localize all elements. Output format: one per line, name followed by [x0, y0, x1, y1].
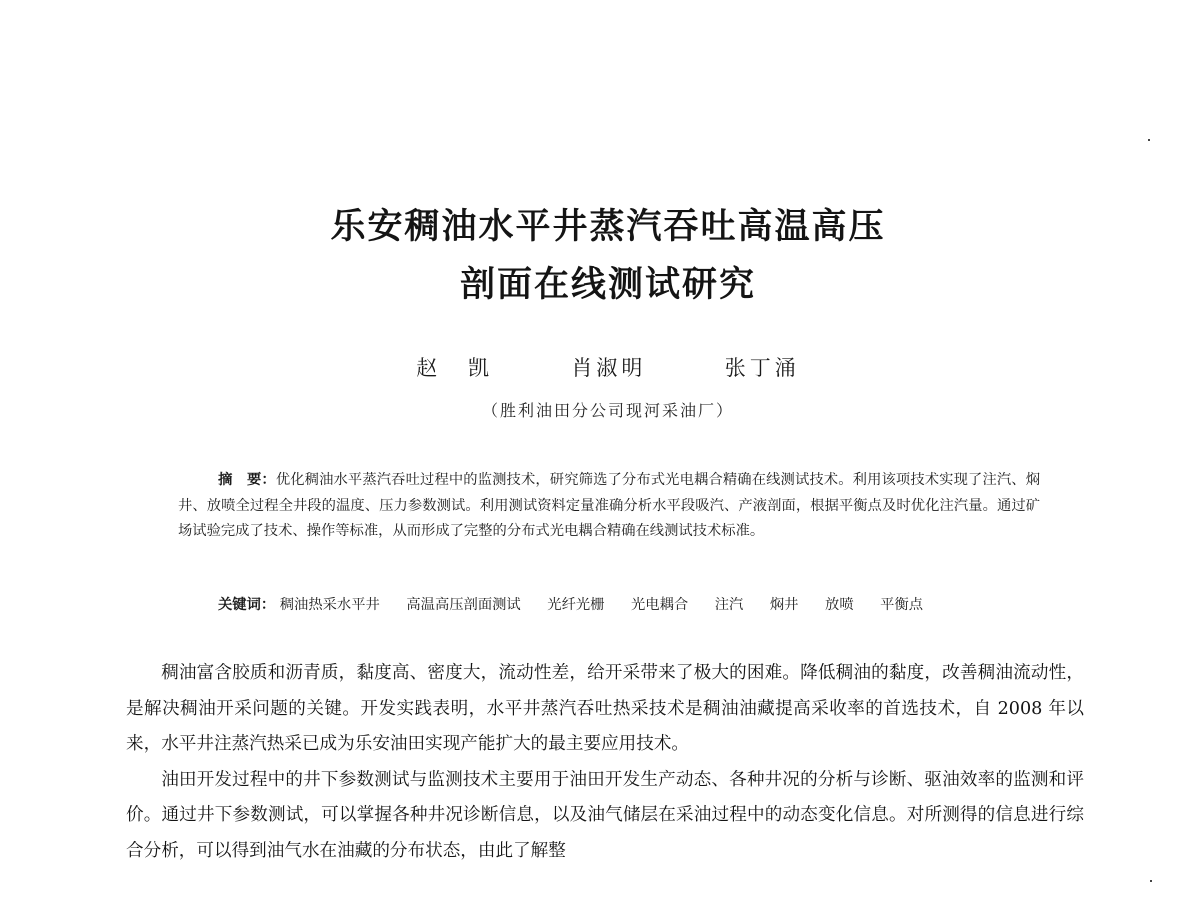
body-paragraph: 油田开发过程中的井下参数测试与监测技术主要用于油田开发生产动态、各种井况的分析与诊断、驱油效率的监测和评价。通过井下参数测试，可以掌握各种井况诊断信息，以及油气储层在采油过程中的动态变化信息。对所测得的信息进行综合分析，可以得到油气水在油藏的分布状态，由此了解整 — [126, 769, 1084, 861]
keyword: 平衡点 — [880, 597, 924, 613]
keywords-label: 关键词： — [218, 597, 276, 613]
scan-speck — [1150, 880, 1152, 882]
paper-title — [150, 198, 1066, 314]
keyword: 高温高压剖面测试 — [406, 597, 521, 613]
title-line-1: 乐安稠油水平井蒸汽吞吐高温高压 — [330, 207, 886, 247]
abstract-label: 摘 要： — [218, 472, 276, 488]
abstract-text: 优化稠油水平蒸汽吞吐过程中的监测技术，研究筛选了分布式光电耦合精确在线测试技术。利用该项技术实现了注汽、焖井、放喷全过程全井段的温度、压力参数测试。利用测试资料定量准确分析水平段吸汽、产液剖面，根据平衡点及时优化注汽量。通过矿场试验完成了技术、操作等标准，从而形成了完整的分布式光电耦合精确在线测试技术标准。 — [178, 472, 1040, 539]
abstract — [178, 468, 1040, 545]
author-name: 肖淑明 — [571, 356, 647, 380]
title-line-2: 剖面在线测试研究 — [459, 265, 756, 305]
body-paragraph: 稠油富含胶质和沥青质，黏度高、密度大，流动性差，给开采带来了极大的困难。降低稠油的黏度，改善稠油流动性，是解决稠油开采问题的关键。开发实践表明，水平井蒸汽吞吐热采技术是稠油油藏提高采收率的首选技术，自 2008 年以来，水平井注蒸汽热采已成为乐安油田实现产能扩大的最主要应用技术。 — [126, 663, 1084, 754]
keyword: 焖井 — [769, 597, 799, 613]
author-list — [150, 352, 1066, 384]
keywords — [218, 593, 1078, 618]
author-name: 赵 凯 — [416, 356, 493, 380]
body-text — [126, 656, 1084, 869]
scan-speck — [1148, 139, 1150, 141]
keyword: 光纤光栅 — [547, 597, 605, 613]
keyword: 稠油热采水平井 — [279, 597, 380, 613]
keyword: 注汽 — [714, 597, 744, 613]
keyword: 光电耦合 — [631, 597, 689, 613]
author-affiliation: （胜利油田分公司现河采油厂） — [481, 401, 734, 420]
author-name: 张丁涌 — [724, 356, 800, 380]
keyword: 放喷 — [825, 597, 854, 613]
